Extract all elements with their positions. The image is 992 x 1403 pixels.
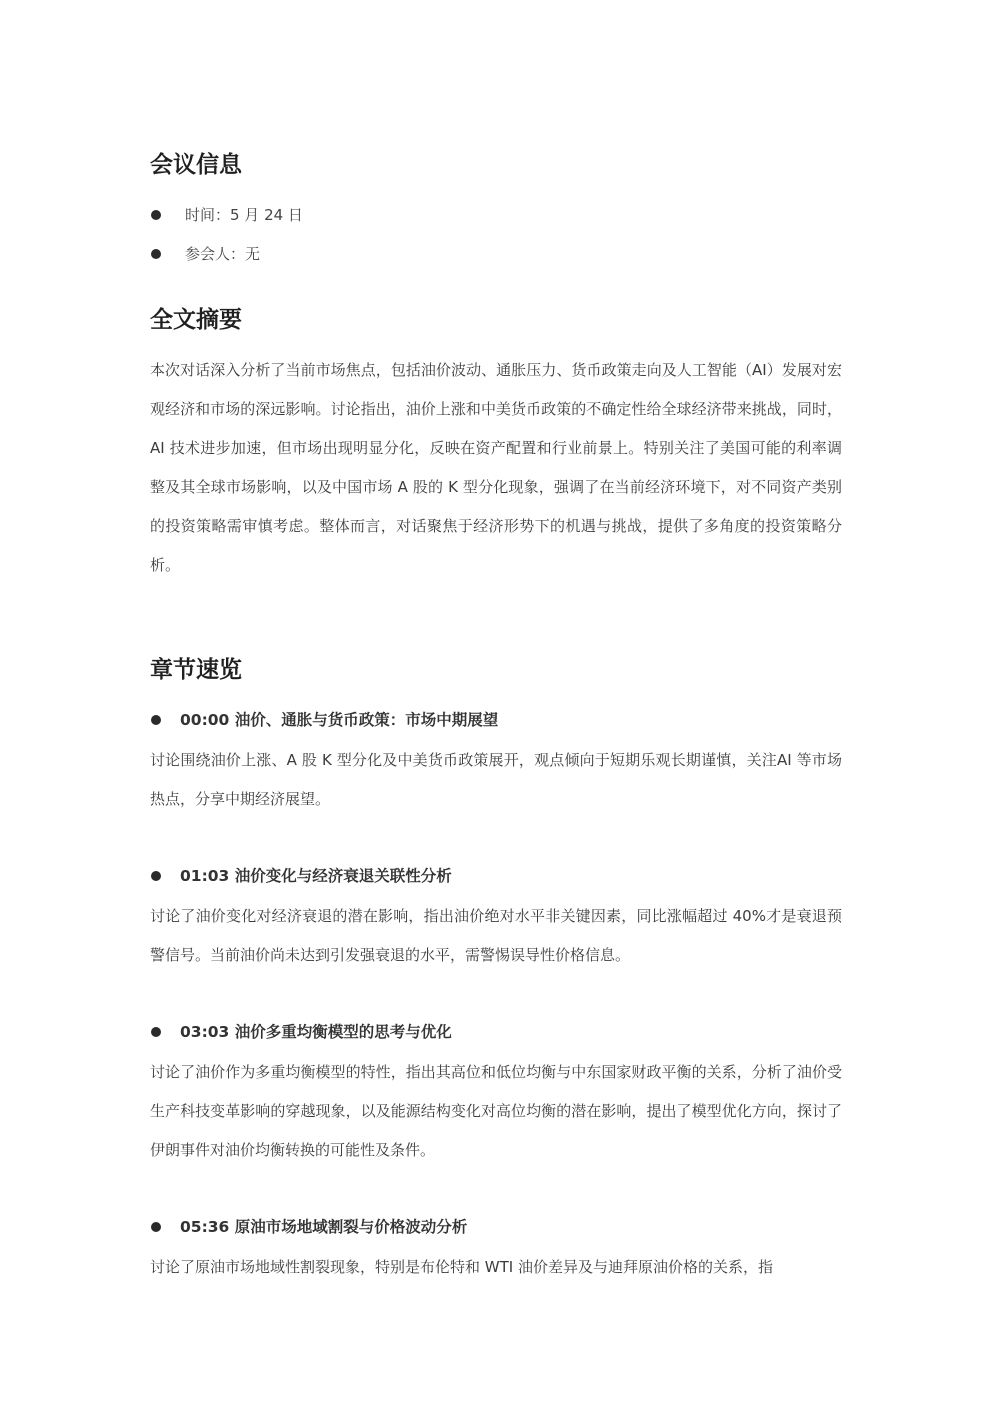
chapter-summary: 讨论了油价作为多重均衡模型的特性，指出其高位和低位均衡与中东国家财政平衡的关系，分析了油价受生产科技变革影响的穿越现象，以及能源结构变化对高位均衡的潜在影响，提出了模型优化方向，探讨了伊朗事件对油价均衡转换的可能性及条件。: [150, 1063, 842, 1159]
bullet-icon: [151, 210, 161, 220]
summary-paragraph: 本次对话深入分析了当前市场焦点，包括油价波动、通胀压力、货币政策走向及人工智能（AI）发展对宏观经济和市场的深远影响。讨论指出，油价上涨和中美货币政策的不确定性给全球经济带来挑战，同时，AI 技术进步加速，但市场出现明显分化，反映在资产配置和行业前景上。特别关注了美国可能的利率调整及其全球市场影响，以及中国市场 A 股的 K 型分化现象，强调了在当前经济环境下，对不同资产类别的投资策略需审慎考虑。整体而言，对话聚焦于经济形势下的机遇与挑战，提供了多角度的投资策略分析。: [150, 361, 842, 574]
meeting-time-text: 时间：5 月 24 日: [185, 206, 303, 224]
chapter-summary: 讨论了油价变化对经济衰退的潜在影响，指出油价绝对水平非关键因素，同比涨幅超过 40%才是衰退预警信号。当前油价尚未达到引发强衰退的水平，需警惕误导性价格信息。: [150, 907, 842, 964]
bullet-icon: [151, 715, 161, 725]
bullet-icon: [151, 1222, 161, 1232]
chapter-title: 01:03 油价变化与经济衰退关联性分析: [180, 867, 452, 885]
chapter-title: 05:36 原油市场地域割裂与价格波动分析: [180, 1218, 468, 1236]
chapter-title: 03:03 油价多重均衡模型的思考与优化: [180, 1023, 452, 1041]
chapter-summary: 讨论了原油市场地域性割裂现象，特别是布伦特和 WTI 油价差异及与迪拜原油价格的关系，指: [150, 1258, 773, 1276]
bullet-icon: [151, 871, 161, 881]
summary-heading: 全文摘要: [150, 307, 242, 333]
chapter-title: 00:00 油价、通胀与货币政策：市场中期展望: [180, 711, 499, 729]
chapter-summary: 讨论围绕油价上涨、A 股 K 型分化及中美货币政策展开，观点倾向于短期乐观长期谨慎，关注AI 等市场热点，分享中期经济展望。: [150, 751, 842, 808]
chapters-heading: 章节速览: [150, 657, 242, 683]
bullet-icon: [151, 249, 161, 259]
meeting-attendees-text: 参会人：无: [185, 245, 261, 263]
bullet-icon: [151, 1027, 161, 1037]
meeting-info-heading: 会议信息: [150, 152, 242, 178]
